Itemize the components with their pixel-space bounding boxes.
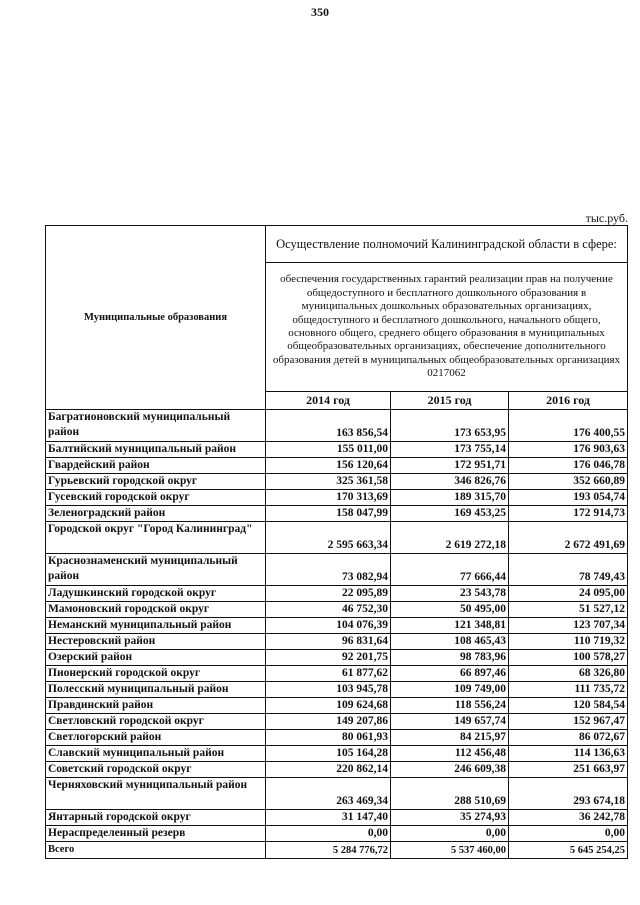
value-2014: 31 147,40 [266, 810, 391, 826]
value-2016: 0,00 [509, 826, 628, 842]
table-row [46, 682, 628, 698]
municipality-name: Мамоновский городской округ [46, 602, 266, 618]
value-2016: 176 046,78 [509, 458, 628, 474]
municipality-name: Багратионовский муниципальный район [46, 410, 266, 442]
table-row [46, 618, 628, 634]
table-row [46, 666, 628, 682]
value-2014: 155 011,00 [266, 442, 391, 458]
value-2014: 163 856,54 [266, 410, 391, 442]
value-2015: 288 510,69 [391, 778, 509, 810]
value-2015: 121 348,81 [391, 618, 509, 634]
value-2015: 84 215,97 [391, 730, 509, 746]
municipality-name: Нераспределенный резерв [46, 826, 266, 842]
value-2016: 152 967,47 [509, 714, 628, 730]
value-2014: 325 361,58 [266, 474, 391, 490]
value-2016: 51 527,12 [509, 602, 628, 618]
table-row [46, 730, 628, 746]
value-2015: 109 749,00 [391, 682, 509, 698]
table-row [46, 762, 628, 778]
table-row [46, 826, 628, 842]
value-2014: 263 469,34 [266, 778, 391, 810]
municipality-name: Светлогорский район [46, 730, 266, 746]
value-2015: 77 666,44 [391, 554, 509, 586]
value-2015: 23 543,78 [391, 586, 509, 602]
value-2014: 92 201,75 [266, 650, 391, 666]
budget-table [45, 225, 628, 859]
total-2016: 5 645 254,25 [509, 842, 628, 859]
total-2015: 5 537 460,00 [391, 842, 509, 859]
value-2014: 104 076,39 [266, 618, 391, 634]
page-number: 350 [311, 5, 329, 19]
value-2014: 156 120,64 [266, 458, 391, 474]
value-2014: 96 831,64 [266, 634, 391, 650]
municipality-name: Неманский муниципальный район [46, 618, 266, 634]
value-2016: 176 400,55 [509, 410, 628, 442]
municipal-column-header: Муниципальные образования [46, 226, 266, 410]
header-description: обеспечения государственных гарантий реализации прав на получение общедоступного и бесплатного дошкольного образования в муниципальных дошкольных образовательных организациях, общедоступного и бесплатного дошкольного, начального общего, основного общего, среднего общего образования в муниципальных общеобразовательных организациях, обеспечение дополнительного образования детей в муниципальных общеобразовательных организациях 0217062 [266, 263, 628, 392]
municipality-name: Нестеровский район [46, 634, 266, 650]
table-row [46, 746, 628, 762]
value-2016: 68 326,80 [509, 666, 628, 682]
value-2016: 78 749,43 [509, 554, 628, 586]
value-2014: 73 082,94 [266, 554, 391, 586]
municipality-name: Гусевский городской округ [46, 490, 266, 506]
total-row [46, 842, 628, 859]
table-row [46, 522, 628, 554]
year-header-2014: 2014 год [266, 392, 391, 410]
value-2015: 173 755,14 [391, 442, 509, 458]
value-2016: 172 914,73 [509, 506, 628, 522]
value-2016: 251 663,97 [509, 762, 628, 778]
value-2015: 246 609,38 [391, 762, 509, 778]
value-2014: 2 595 663,34 [266, 522, 391, 554]
municipality-name: Гвардейский район [46, 458, 266, 474]
value-2015: 346 826,76 [391, 474, 509, 490]
units-label: тыс.руб. [585, 211, 628, 225]
value-2014: 149 207,86 [266, 714, 391, 730]
value-2015: 2 619 272,18 [391, 522, 509, 554]
value-2015: 169 453,25 [391, 506, 509, 522]
value-2015: 112 456,48 [391, 746, 509, 762]
table-body [46, 410, 628, 842]
value-2016: 2 672 491,69 [509, 522, 628, 554]
value-2014: 103 945,78 [266, 682, 391, 698]
table-row [46, 506, 628, 522]
value-2016: 293 674,18 [509, 778, 628, 810]
value-2016: 111 735,72 [509, 682, 628, 698]
table-row [46, 410, 628, 442]
header-title: Осуществление полномочий Калининградской области в сфере: [266, 226, 628, 263]
municipality-name: Правдинский район [46, 698, 266, 714]
value-2016: 352 660,89 [509, 474, 628, 490]
value-2015: 66 897,46 [391, 666, 509, 682]
municipality-name: Янтарный городской округ [46, 810, 266, 826]
value-2015: 173 653,95 [391, 410, 509, 442]
municipality-name: Озерский район [46, 650, 266, 666]
value-2014: 80 061,93 [266, 730, 391, 746]
municipality-name: Ладушкинский городской округ [46, 586, 266, 602]
value-2016: 193 054,74 [509, 490, 628, 506]
table-row [46, 714, 628, 730]
municipality-name: Зеленоградский район [46, 506, 266, 522]
table-row [46, 474, 628, 490]
municipality-name: Гурьевский городской округ [46, 474, 266, 490]
table-row [46, 634, 628, 650]
table-row [46, 698, 628, 714]
municipality-name: Светловский городской округ [46, 714, 266, 730]
table-row [46, 458, 628, 474]
value-2015: 189 315,70 [391, 490, 509, 506]
value-2016: 36 242,78 [509, 810, 628, 826]
value-2015: 0,00 [391, 826, 509, 842]
municipality-name: Черняховский муниципальный район [46, 778, 266, 810]
table-row [46, 554, 628, 586]
year-header-2015: 2015 год [391, 392, 509, 410]
municipality-name: Советский городской округ [46, 762, 266, 778]
value-2015: 35 274,93 [391, 810, 509, 826]
municipality-name: Краснознаменский муниципальный район [46, 554, 266, 586]
value-2015: 108 465,43 [391, 634, 509, 650]
value-2016: 110 719,32 [509, 634, 628, 650]
municipality-name: Полесский муниципальный район [46, 682, 266, 698]
table-row [46, 810, 628, 826]
value-2016: 120 584,54 [509, 698, 628, 714]
table-row [46, 778, 628, 810]
total-2014: 5 284 776,72 [266, 842, 391, 859]
value-2015: 172 951,71 [391, 458, 509, 474]
value-2016: 123 707,34 [509, 618, 628, 634]
value-2014: 61 877,62 [266, 666, 391, 682]
table-row [46, 586, 628, 602]
value-2016: 114 136,63 [509, 746, 628, 762]
value-2014: 109 624,68 [266, 698, 391, 714]
value-2016: 24 095,00 [509, 586, 628, 602]
municipality-name: Балтийский муниципальный район [46, 442, 266, 458]
value-2014: 0,00 [266, 826, 391, 842]
table-row [46, 490, 628, 506]
value-2015: 149 657,74 [391, 714, 509, 730]
value-2014: 105 164,28 [266, 746, 391, 762]
value-2014: 170 313,69 [266, 490, 391, 506]
value-2014: 46 752,30 [266, 602, 391, 618]
year-header-2016: 2016 год [509, 392, 628, 410]
municipality-name: Городской округ "Город Калининград" [46, 522, 266, 554]
value-2014: 22 095,89 [266, 586, 391, 602]
municipality-name: Славский муниципальный район [46, 746, 266, 762]
value-2014: 158 047,99 [266, 506, 391, 522]
value-2015: 50 495,00 [391, 602, 509, 618]
value-2015: 118 556,24 [391, 698, 509, 714]
table-row [46, 650, 628, 666]
value-2014: 220 862,14 [266, 762, 391, 778]
table-row [46, 602, 628, 618]
value-2016: 176 903,63 [509, 442, 628, 458]
total-label: Всего [46, 842, 266, 859]
table-row [46, 442, 628, 458]
value-2015: 98 783,96 [391, 650, 509, 666]
municipality-name: Пионерский городской округ [46, 666, 266, 682]
value-2016: 100 578,27 [509, 650, 628, 666]
value-2016: 86 072,67 [509, 730, 628, 746]
